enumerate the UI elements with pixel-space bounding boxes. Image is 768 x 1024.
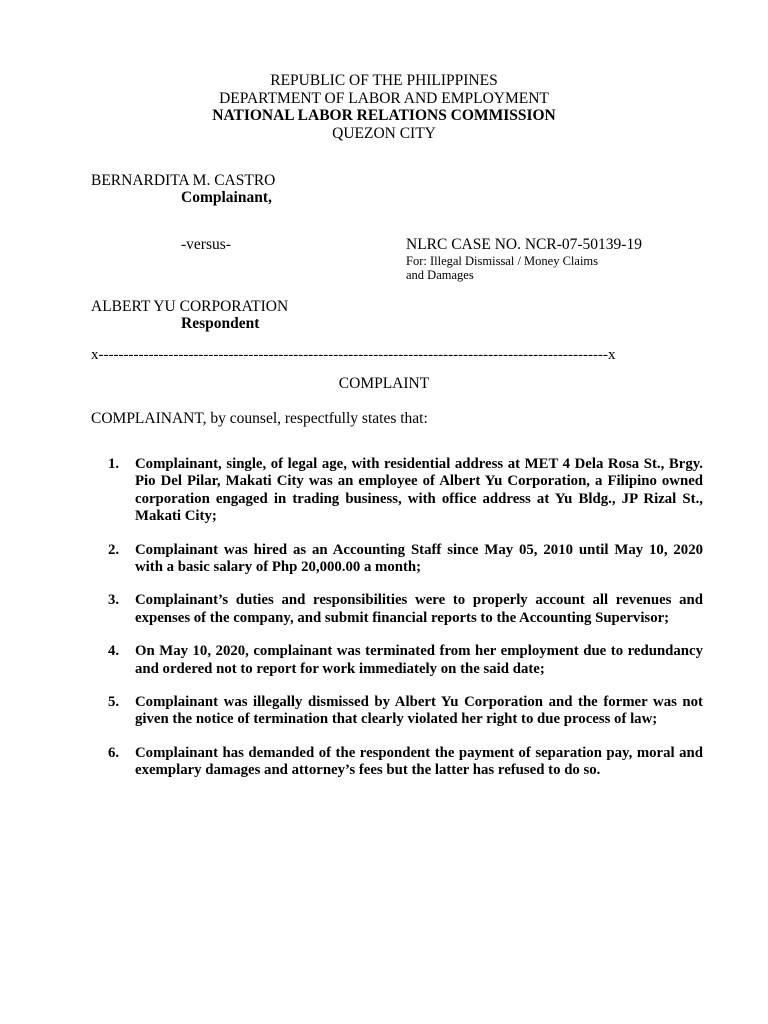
item-number: 4. bbox=[108, 643, 120, 660]
item-number: 2. bbox=[108, 541, 120, 558]
allegations-list bbox=[110, 456, 703, 796]
intro-paragraph: COMPLAINANT, by counsel, respectfully states that: bbox=[91, 410, 428, 427]
document-header bbox=[0, 72, 768, 142]
header-commission: NATIONAL LABOR RELATIONS COMMISSION bbox=[212, 107, 556, 124]
header-city: QUEZON CITY bbox=[332, 124, 436, 142]
item-text: Complainant was hired as an Accounting Staff since May 05, 2010 until May 10, 2020 with a basic salary of Php 20,000.00 a month; bbox=[135, 541, 703, 576]
case-for-line1: For: Illegal Dismissal / Money Claims bbox=[406, 254, 599, 268]
respondent-name: ALBERT YU CORPORATION bbox=[91, 298, 289, 315]
item-number: 5. bbox=[108, 694, 120, 711]
item-number: 3. bbox=[108, 592, 120, 609]
case-for-line2: and Damages bbox=[406, 268, 474, 282]
item-text: Complainant, single, of legal age, with residential address at MET 4 Dela Rosa St., Brgy. Pio Del Pilar, Makati City was an employee of Albert Yu Corporation, a Filipino owned corporation engaged in trading business, with office address at Yu Bldg., JP Rizal St., Makati City; bbox=[135, 456, 703, 525]
item-text: On May 10, 2020, complainant was terminated from her employment due to redundancy and ordered not to report for work immediately on the said date; bbox=[135, 643, 703, 677]
list-item bbox=[108, 744, 703, 780]
document-title: COMPLAINT bbox=[338, 375, 430, 392]
versus-label: -versus- bbox=[181, 236, 231, 253]
complainant-role: Complainant, bbox=[181, 189, 272, 206]
header-department: DEPARTMENT OF LABOR AND EMPLOYMENT bbox=[219, 89, 549, 107]
list-item bbox=[108, 694, 703, 729]
item-number: 6. bbox=[108, 744, 120, 761]
list-item bbox=[108, 456, 703, 526]
caption-separator: x------------------------------------------------------------------------------------------------------x bbox=[91, 347, 616, 363]
complainant-name: BERNARDITA M. CASTRO bbox=[91, 172, 276, 189]
item-text: Complainant was illegally dismissed by Albert Yu Corporation and the former was not given the notice of termination that clearly violated her right to due process of law; bbox=[135, 694, 703, 728]
header-republic: REPUBLIC OF THE PHILIPPINES bbox=[270, 72, 498, 89]
list-item bbox=[108, 592, 703, 627]
respondent-role: Respondent bbox=[181, 315, 260, 332]
list-item bbox=[108, 541, 703, 577]
item-number: 1. bbox=[108, 456, 120, 472]
item-text: Complainant has demanded of the respondent the payment of separation pay, moral and exemplary damages and attorney’s fees but the latter has refused to do so. bbox=[135, 744, 703, 779]
item-text: Complainant’s duties and responsibilities were to properly account all revenues and expenses of the company, and submit financial reports to the Accounting Supervisor; bbox=[135, 592, 703, 626]
list-item bbox=[108, 643, 703, 678]
case-number: NLRC CASE NO. NCR-07-50139-19 bbox=[406, 236, 642, 253]
